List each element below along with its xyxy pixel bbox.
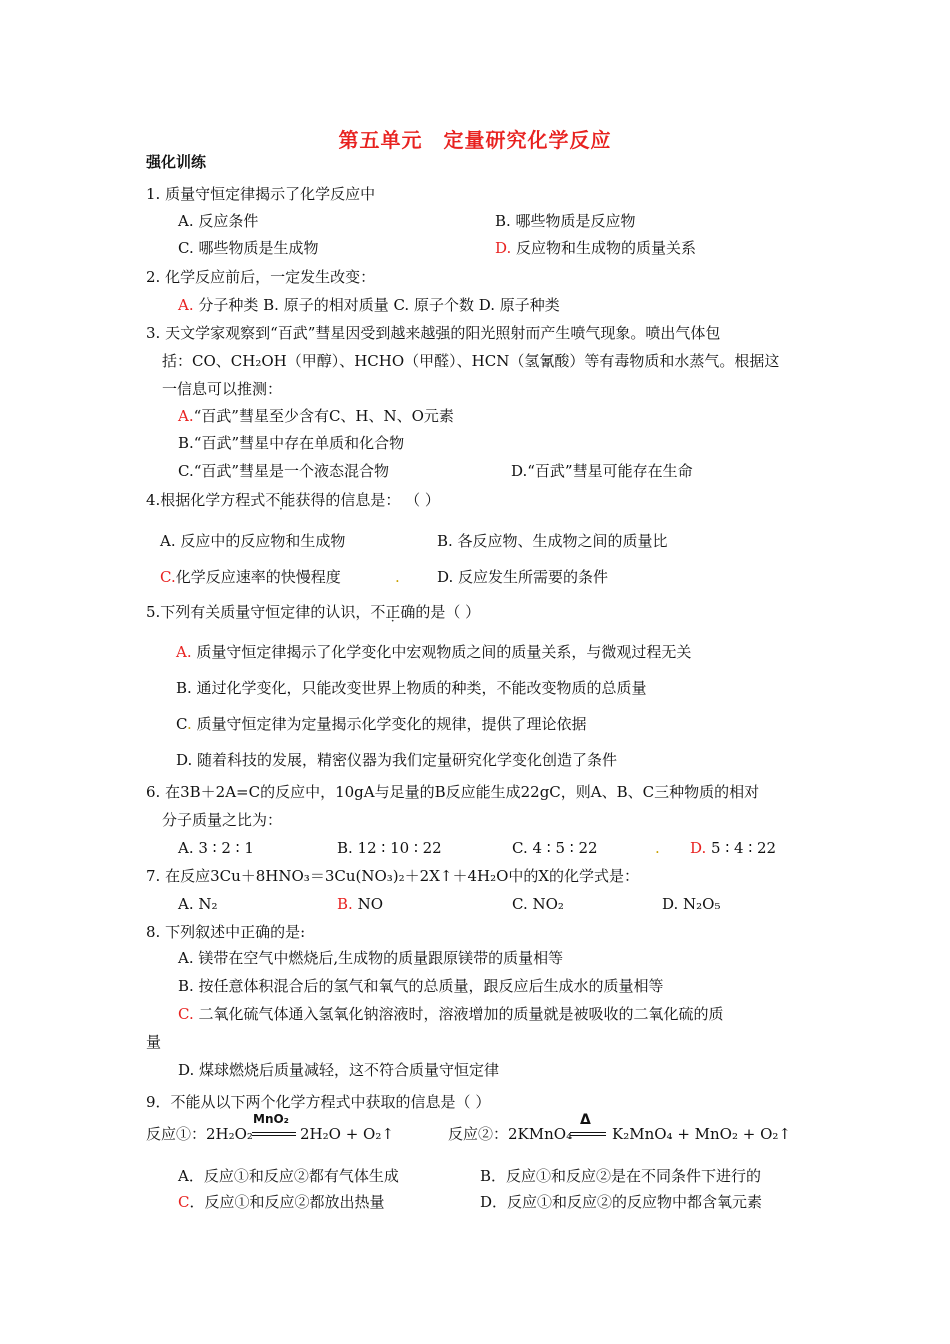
q9-answer-letter: C <box>178 1193 190 1211</box>
q6-option-d-text: 5 ∶ 4 ∶ 22 <box>706 839 777 857</box>
q9-reaction1-catalyst: MnO₂ <box>253 1112 289 1126</box>
q7-option-b <box>337 894 383 914</box>
q4-stem-pre: 4.根据化学方程式 <box>146 491 266 509</box>
q5-option-b: B. 通过化学变化，只能改变世界上物质的种类，不能改变物质的总质量 <box>176 679 647 697</box>
q8-option-c-text: 二氧化硫气体通入氢氧化钠溶液时，溶液增加的质量就是被吸收的二氧化硫的质 <box>193 1005 724 1023</box>
q6-option-c: C. 4 ∶ 5 ∶ 22 <box>512 839 598 857</box>
q9-reaction2-arrow <box>570 1112 610 1142</box>
q9-reaction1-reactants: 反应①：2H₂O₂ <box>146 1125 253 1143</box>
q6-option-b: B. 12 ∶ 10 ∶ 22 <box>337 839 442 857</box>
q5-option-c-marker: . <box>186 715 192 733</box>
q5-stem-post: 的是（ ） <box>415 603 481 621</box>
q4-answer-letter: C. <box>160 568 176 586</box>
q4-marker: . <box>395 568 400 586</box>
q5-option-c-text: 质量守恒定律为定量揭示化学变化的规律，提供了理论依据 <box>191 715 587 733</box>
q1-answer-letter: D. <box>495 239 512 257</box>
q7-option-a: A. N₂ <box>178 895 218 913</box>
q4-stem-post: 获得的信息是： （ ） <box>295 491 440 509</box>
q7-stem: 7. 在反应3Cu＋8HNO₃＝3Cu(NO₃)₂＋2X↑＋4H₂O中的X的化学式是： <box>146 867 640 885</box>
q1-option-c: C. 哪些物质是生成物 <box>178 239 319 257</box>
q5-option-c <box>176 714 587 734</box>
q3-option-b: B.“百武”彗星中存在单质和化合物 <box>178 434 405 452</box>
q9-option-c <box>178 1192 385 1212</box>
q9-reaction1-arrow <box>252 1112 296 1142</box>
q7-option-d: D. N₂O₅ <box>662 895 721 913</box>
q9-reaction1-equals-bar <box>252 1132 296 1136</box>
q4-stem <box>146 490 440 510</box>
q9-reaction2-reactants: 反应②：2KMnO₄ <box>448 1125 573 1143</box>
q7-option-b-text: NO <box>352 895 383 913</box>
q5-stem-emphasis: 不正确 <box>370 603 416 621</box>
q5-option-c-letter: C <box>176 715 187 733</box>
q8-stem: 8. 下列叙述中正确的是: <box>146 923 306 941</box>
q9-reaction1-products: 2H₂O + O₂↑ <box>300 1125 394 1143</box>
q1-option-d-text: 反应物和生成物的质量关系 <box>511 239 697 257</box>
q6-option-d <box>690 838 776 858</box>
q3-stem-line3: 一信息可以推测： <box>162 380 283 398</box>
q1-stem: 1. 质量守恒定律揭示了化学反应中 <box>146 185 376 203</box>
q3-option-d: D.“百武”彗星可能存在生命 <box>511 462 693 480</box>
q4-option-b: B. 各反应物、生成物之间的质量比 <box>437 532 668 550</box>
q5-option-a <box>176 642 691 662</box>
q2-options <box>178 295 560 315</box>
q4-option-c-text: 化学反应速率的快慢程度 <box>175 568 341 586</box>
q3-stem-line1: 3. 天文学家观察到“百武”彗星因受到越来越强的阳光照射而产生喷气现象。喷出气体包 <box>146 324 721 342</box>
q2-answer-letter: A. <box>178 296 194 314</box>
q3-answer-letter: A. <box>178 407 194 425</box>
q9-stem: 9．不能从以下两个化学方程式中获取的信息是（ ） <box>146 1093 491 1111</box>
q1-option-d <box>495 238 696 258</box>
q8-option-b: B. 按任意体积混合后的氢气和氧气的总质量，跟反应后生成水的质量相等 <box>178 977 664 995</box>
q3-option-a-text: “百武”彗星至少含有C、H、N、O元素 <box>193 407 454 425</box>
page-title: 第五单元 定量研究化学反应 <box>338 128 612 152</box>
q9-option-c-text: ．反应①和反应②都放出热量 <box>189 1193 385 1211</box>
q6-stem-line2: 分子质量之比为： <box>162 811 283 829</box>
q9-option-d: D．反应①和反应②的反应物中都含氧元素 <box>480 1193 763 1211</box>
q9-option-a: A．反应①和反应②都有气体生成 <box>178 1167 399 1185</box>
q4-option-a: A. 反应中的反应物和生成物 <box>160 532 346 550</box>
q6-stem-line1: 6. 在3B＋2A=C的反应中，10gA与足量的B反应能生成22gC，则A、B、C三种物质的相对 <box>146 783 760 801</box>
q5-answer-letter: A. <box>176 643 192 661</box>
q5-stem <box>146 602 480 622</box>
q6-answer-letter: D. <box>690 839 707 857</box>
q8-option-c <box>178 1004 724 1024</box>
q8-option-a: A. 镁带在空气中燃烧后,生成物的质量跟原镁带的质量相等 <box>178 949 564 967</box>
q1-option-b: B. 哪些物质是反应物 <box>495 212 636 230</box>
q9-reaction2-equals-bar <box>570 1132 606 1136</box>
q5-option-a-text: 质量守恒定律揭示了化学变化中宏观物质之间的质量关系，与微观过程无关 <box>191 643 692 661</box>
q6-marker: . <box>655 839 660 857</box>
q8-answer-letter: C. <box>178 1005 194 1023</box>
q9-reaction2-heat-symbol: Δ <box>580 1112 591 1128</box>
q5-option-d: D. 随着科技的发展，精密仪器为我们定量研究化学变化创造了条件 <box>176 751 618 769</box>
q2-options-text: 分子种类 B. 原子的相对质量 C. 原子个数 D. 原子种类 <box>193 296 560 314</box>
q7-option-c: C. NO₂ <box>512 895 564 913</box>
q4-option-c <box>160 567 341 587</box>
q2-stem: 2. 化学反应前后，一定发生改变： <box>146 268 376 286</box>
q3-option-a <box>178 406 454 426</box>
q8-option-c-continued: 量 <box>146 1033 162 1051</box>
section-heading: 强化训练 <box>146 153 207 171</box>
q6-option-a: A. 3 ∶ 2 ∶ 1 <box>178 839 254 857</box>
q9-option-b: B．反应①和反应②是在不同条件下进行的 <box>480 1167 762 1185</box>
q3-option-c: C.“百武”彗星是一个液态混合物 <box>178 462 390 480</box>
q7-answer-letter: B. <box>337 895 353 913</box>
q5-stem-pre: 5.下列有关质量守恒定律的认识， <box>146 603 371 621</box>
q8-option-d: D. 煤球燃烧后质量减轻，这不符合质量守恒定律 <box>178 1061 500 1079</box>
q4-option-d: D. 反应发生所需要的条件 <box>437 568 609 586</box>
q3-stem-line2: 括：CO、CH₂OH（甲醇）、HCHO（甲醛）、HCN（氢氰酸）等有毒物质和水蒸气。根据这 <box>162 352 780 370</box>
q4-stem-emphasis: 不能 <box>265 491 296 509</box>
q1-option-a: A. 反应条件 <box>178 212 259 230</box>
q9-reaction2-products: K₂MnO₄ + MnO₂ + O₂↑ <box>612 1125 791 1143</box>
